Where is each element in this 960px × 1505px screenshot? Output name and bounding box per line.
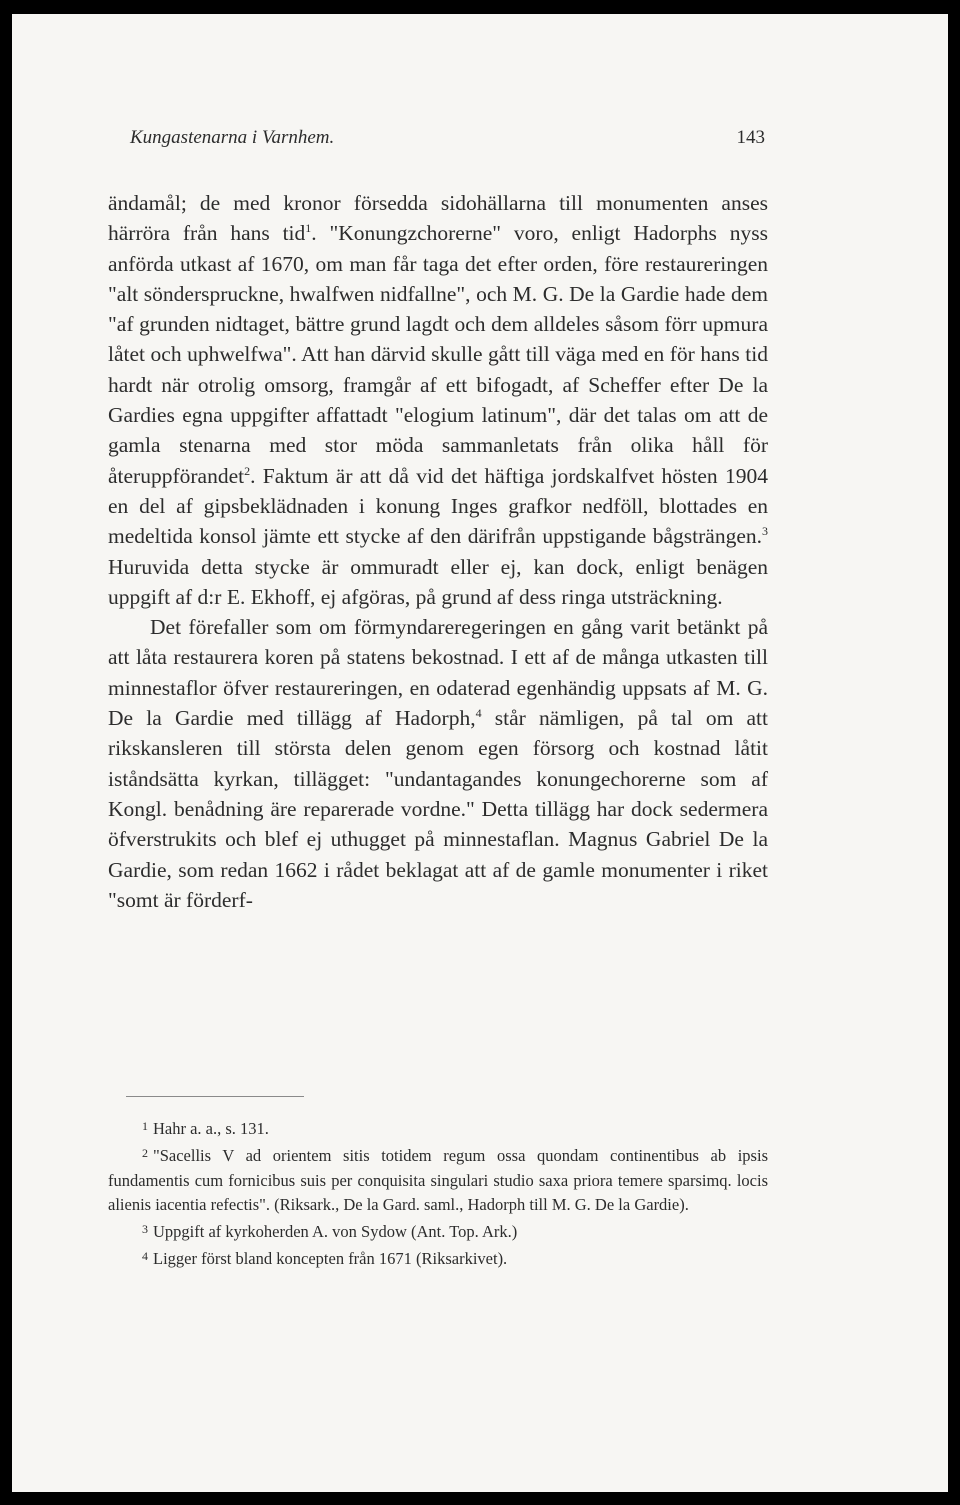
footnote-marker: 3 bbox=[762, 524, 768, 539]
running-title: Kungastenarna i Varnhem. bbox=[130, 127, 335, 148]
body-paragraph bbox=[108, 188, 768, 612]
body-paragraph bbox=[108, 612, 768, 915]
book-page bbox=[12, 14, 948, 1492]
text-run: står nämligen, på tal om att rikskansleren till största delen genom egen försorg och kostnad låtit iståndsätta kyrkan, tillägget: "undantagandes konungechorerne som af Kongl. benådning äre reparerade vordne." Detta tillägg har dock sedermera öfverstrukits och blef ej uthugget på minnestaflan. Magnus Gabriel De la Gardie, som redan 1662 i rådet beklagat att af de gamle monumenter i riket "somt är förderf- bbox=[108, 706, 769, 912]
page-number: 143 bbox=[736, 127, 765, 148]
footnote-marker: 4 bbox=[475, 706, 482, 721]
footnote bbox=[108, 1141, 768, 1217]
footnote bbox=[108, 1114, 768, 1141]
footnote-text: Ligger först bland koncepten från 1671 (Riksarkivet). bbox=[153, 1249, 508, 1269]
text-run: Huruvida detta stycke är ommuradt eller ej, kan dock, enligt benägen uppgift af d:r E. Ekhoff, ej afgöras, på grund af dess ringa utsträckning. bbox=[108, 554, 768, 609]
footnote bbox=[108, 1244, 768, 1271]
footnote bbox=[108, 1217, 768, 1244]
footnote-text: Uppgift af kyrkoherden A. von Sydow (Ant. Top. Ark.) bbox=[153, 1222, 518, 1242]
footnote-number: 2 bbox=[142, 1146, 148, 1161]
text-run: . "Konungzchorerne" voro, enligt Hadorphs nyss anförda utkast af 1670, om man får taga det efter orden, före restaureringen "alt söndersprucknе, hwalfwen nidfallne", och M. G. De la Gardie hade dem "af grunden nidtaget, bättre grund lagdt och dem alldeles såsom förr upmura låtet och uphwelfwa". Att han därvid skulle gått till väga med en för hans tid hardt när otrolig omsorg, framgår af ett bifogadt, af Scheffer efter De la Gardies egna uppgifter affattadt "elogium latinum", där det talas om att de gamla stenarna med stor möda sammanletats från olika håll för återuppförandet bbox=[108, 221, 768, 488]
text-run: . Faktum är att då vid det häftiga jordskalfvet hösten 1904 en del af gipsbeklädnaden i konung Inges grafkor nedföll, blottades en medeltida konsol jämte ett stycke af den därifrån uppstigande bågsträngen. bbox=[108, 463, 768, 549]
footnote-marker: 1 bbox=[305, 221, 312, 236]
footnote-number: 1 bbox=[142, 1119, 148, 1133]
running-head bbox=[108, 127, 768, 157]
footnote-text: Hahr a. a., s. 131. bbox=[153, 1119, 269, 1138]
footnotes bbox=[108, 1114, 768, 1272]
footnote-text: "Sacellis V ad orientem sitis totidem regum ossa quondam continentibus ab ipsis fundamentis cum fornicibus suis per conquisita singulari studio saxa priora temere sparsimq. locis alienis iacentia refectis". (Riksark., De la Gard. saml., Hadorph till M. G. De la Gardie). bbox=[108, 1146, 768, 1214]
footnote-marker: 2 bbox=[244, 463, 251, 478]
body-text bbox=[108, 188, 768, 915]
footnote-number: 3 bbox=[142, 1222, 148, 1237]
text-run: Det förefaller som om förmyndareregeringen en gång varit betänkt på att låta restaurera koren på statens bekostnad. I ett af de många utkasten till minnestaflor öfver restaureringen, en odaterad egenhändig uppsats af M. G. De la Gardie med tillägg af Hadorph, bbox=[108, 615, 768, 731]
footnote-number: 4 bbox=[142, 1249, 148, 1264]
text-run: ändamål; de med kronor försedda sidohällarna till monumenten anses härröra från hans tid bbox=[108, 191, 768, 246]
footnote-rule bbox=[126, 1096, 304, 1097]
